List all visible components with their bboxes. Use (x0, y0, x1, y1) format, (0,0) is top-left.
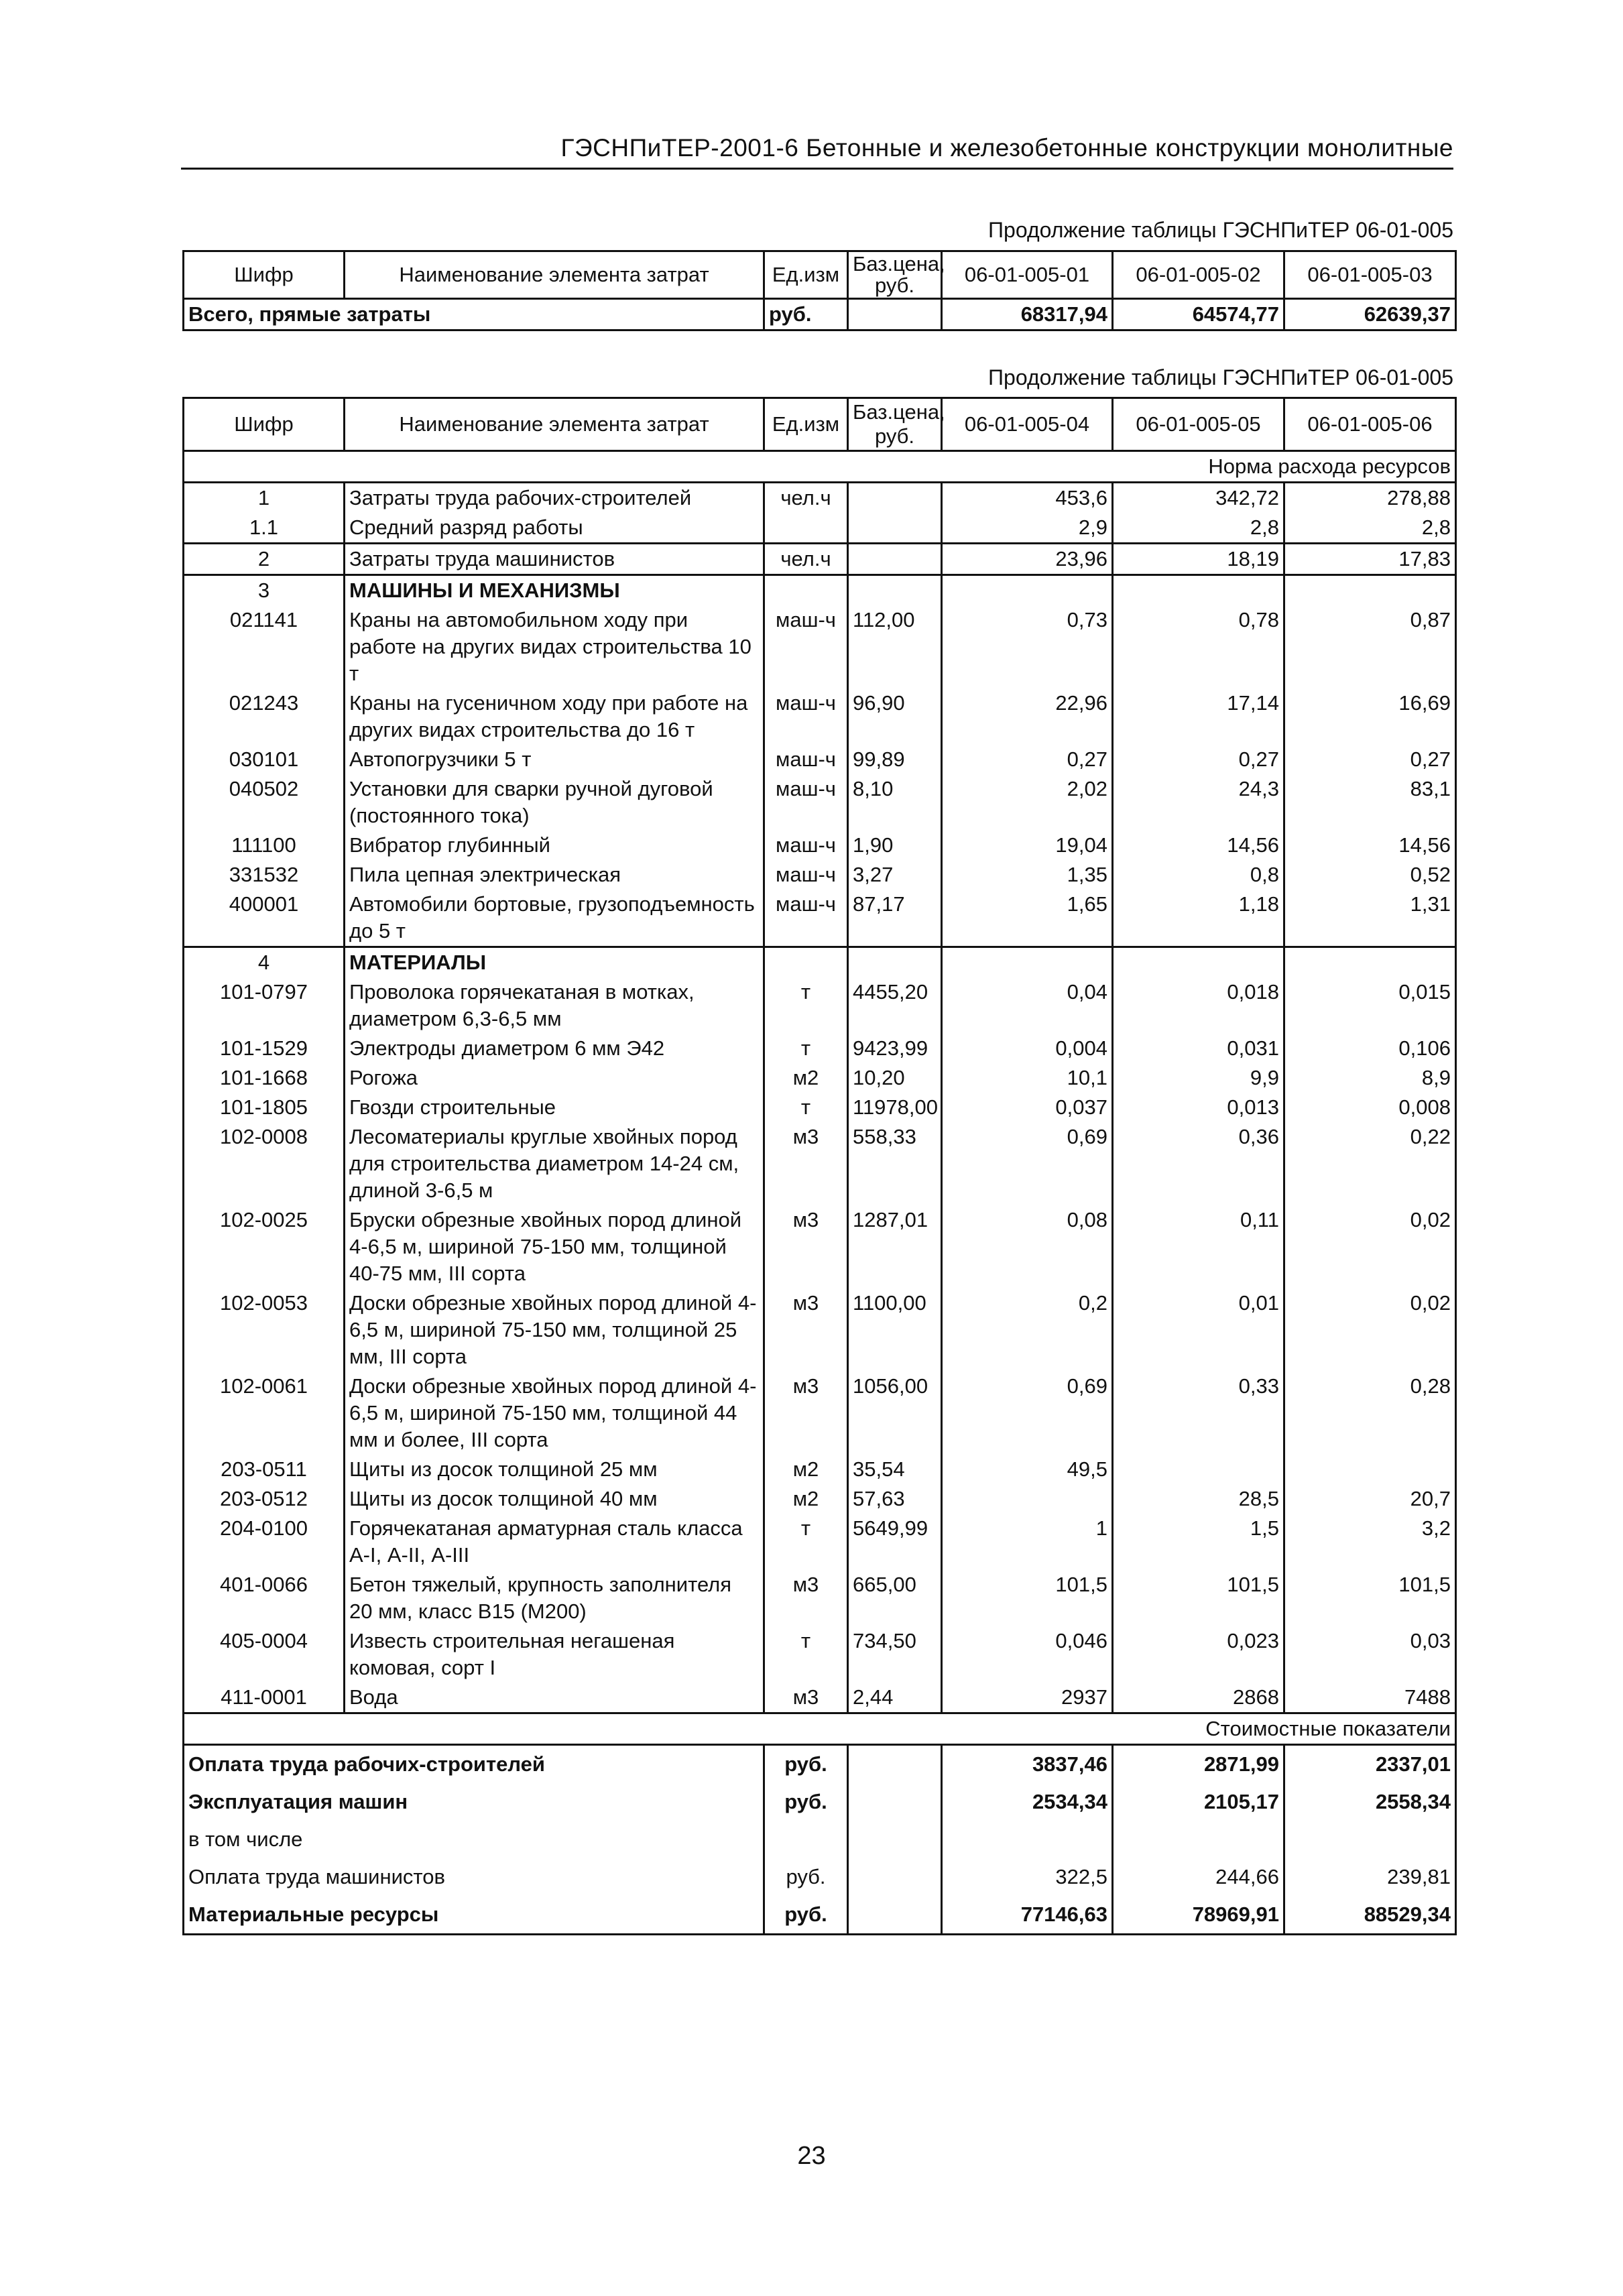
cost-item-unit (764, 1821, 848, 1858)
row-value: 17,14 (1113, 688, 1284, 745)
cost-item-price (848, 1783, 942, 1821)
row-value: 16,69 (1284, 688, 1456, 745)
table-row (184, 513, 1456, 544)
cost-item-value: 3837,46 (942, 1745, 1113, 1784)
row-value: 22,96 (942, 688, 1113, 745)
row-price: 96,90 (848, 688, 942, 745)
row-value: 0,27 (1284, 745, 1456, 774)
table-row (184, 1205, 1456, 1288)
row-value: 0,22 (1284, 1122, 1456, 1205)
row-name: Автопогрузчики 5 т (345, 745, 764, 774)
row-price: 9423,99 (848, 1034, 942, 1063)
row-value: 0,28 (1284, 1372, 1456, 1455)
row-value: 0,04 (942, 977, 1113, 1034)
table2 (182, 397, 1457, 1935)
cost-item-price (848, 1821, 942, 1858)
row-value: 101,5 (1284, 1570, 1456, 1626)
row-unit: м3 (764, 1205, 848, 1288)
row-value: 49,5 (942, 1455, 1113, 1484)
row-value: 0,08 (942, 1205, 1113, 1288)
col-header: 06-01-005-05 (1113, 398, 1284, 451)
total-value: 64574,77 (1113, 299, 1284, 330)
row-unit: т (764, 1093, 848, 1122)
row-price: 10,20 (848, 1063, 942, 1093)
row-name: Краны на автомобильном ходу при работе на других видах строительства 10 т (345, 605, 764, 688)
row-value: 101,5 (1113, 1570, 1284, 1626)
row-value: 0,27 (1113, 745, 1284, 774)
row-price: 57,63 (848, 1484, 942, 1514)
row-value: 18,19 (1113, 544, 1284, 575)
row-value: 101,5 (942, 1570, 1113, 1626)
total-unit: руб. (764, 299, 848, 330)
total-value: 68317,94 (942, 299, 1113, 330)
row-value: 0,69 (942, 1372, 1113, 1455)
row-price: 1100,00 (848, 1288, 942, 1372)
col-code-header: Шифр (184, 398, 345, 451)
row-value: 0,02 (1284, 1205, 1456, 1288)
table1-caption: Продолжение таблицы ГЭСНПиТЕР 06-01-005 (988, 218, 1453, 242)
row-value: 2,9 (942, 513, 1113, 544)
row-name: МАШИНЫ И МЕХАНИЗМЫ (345, 575, 764, 606)
cost-item-value: 239,81 (1284, 1858, 1456, 1896)
row-value: 2,8 (1113, 513, 1284, 544)
row-code: 405-0004 (184, 1626, 345, 1683)
row-code: 101-1805 (184, 1093, 345, 1122)
row-value: 3,2 (1284, 1514, 1456, 1570)
cost-item-value: 244,66 (1113, 1858, 1284, 1896)
norm-row (184, 451, 1456, 483)
col-header: 06-01-005-02 (1113, 251, 1284, 299)
row-value (1284, 1455, 1456, 1484)
row-value (1113, 947, 1284, 978)
row-code: 101-1668 (184, 1063, 345, 1093)
cost-item-value: 88529,34 (1284, 1896, 1456, 1935)
col-header: 06-01-005-01 (942, 251, 1113, 299)
row-name: Лесоматериалы круглые хвойных пород для строительства диаметром 14-24 см, длиной 3-6,5 м (345, 1122, 764, 1205)
cost-item-label: Материальные ресурсы (184, 1896, 764, 1935)
row-name: Вода (345, 1683, 764, 1713)
col-price-header: Баз.цена, руб. (848, 251, 942, 299)
cost-item-row (184, 1821, 1456, 1858)
cost-item-label: Оплата труда рабочих-строителей (184, 1745, 764, 1784)
row-value (1113, 575, 1284, 606)
row-value: 0,8 (1113, 860, 1284, 890)
row-value: 0,015 (1284, 977, 1456, 1034)
row-value: 14,56 (1113, 831, 1284, 860)
cost-item-value (1113, 1821, 1284, 1858)
row-value: 0,73 (942, 605, 1113, 688)
row-unit: чел.ч (764, 483, 848, 513)
row-name: Затраты труда машинистов (345, 544, 764, 575)
cost-item-row (184, 1783, 1456, 1821)
row-unit: т (764, 977, 848, 1034)
cost-item-value: 2558,34 (1284, 1783, 1456, 1821)
row-unit (764, 575, 848, 606)
row-name: Вибратор глубинный (345, 831, 764, 860)
row-price: 8,10 (848, 774, 942, 831)
row-value: 453,6 (942, 483, 1113, 513)
row-code: 331532 (184, 860, 345, 890)
row-value: 0,031 (1113, 1034, 1284, 1063)
table-row (184, 977, 1456, 1034)
row-name: МАТЕРИАЛЫ (345, 947, 764, 978)
col-name-header: Наименование элемента затрат (345, 251, 764, 299)
table-row (184, 1514, 1456, 1570)
row-value: 0,52 (1284, 860, 1456, 890)
row-value (1284, 947, 1456, 978)
row-value: 0,013 (1113, 1093, 1284, 1122)
col-header: 06-01-005-03 (1284, 251, 1456, 299)
table-row (184, 1484, 1456, 1514)
table-row (184, 831, 1456, 860)
row-price (848, 544, 942, 575)
row-value: 83,1 (1284, 774, 1456, 831)
row-price (848, 575, 942, 606)
cost-item-value: 77146,63 (942, 1896, 1113, 1935)
cost-item-price (848, 1745, 942, 1784)
row-price: 99,89 (848, 745, 942, 774)
row-value: 23,96 (942, 544, 1113, 575)
row-unit (764, 947, 848, 978)
row-price (848, 483, 942, 513)
table-row (184, 605, 1456, 688)
table2-header-row (184, 398, 1456, 451)
row-value: 0,023 (1113, 1626, 1284, 1683)
cost-item-row (184, 1858, 1456, 1896)
page-header: ГЭСНПиТЕР-2001-6 Бетонные и железобетонные конструкции монолитные (181, 134, 1453, 170)
row-value (1284, 575, 1456, 606)
row-value: 0,36 (1113, 1122, 1284, 1205)
row-value: 2868 (1113, 1683, 1284, 1713)
table-row (184, 544, 1456, 575)
table-row (184, 860, 1456, 890)
table-row (184, 575, 1456, 606)
row-name: Затраты труда рабочих-строителей (345, 483, 764, 513)
row-unit: м2 (764, 1063, 848, 1093)
row-value: 0,87 (1284, 605, 1456, 688)
row-unit: маш-ч (764, 831, 848, 860)
row-name: Средний разряд работы (345, 513, 764, 544)
row-value: 0,11 (1113, 1205, 1284, 1288)
cost-item-value: 78969,91 (1113, 1896, 1284, 1935)
table-row (184, 1093, 1456, 1122)
col-unit-header: Ед.изм (764, 251, 848, 299)
row-name: Автомобили бортовые, грузоподъемность до 5 т (345, 890, 764, 947)
row-price: 87,17 (848, 890, 942, 947)
row-price: 3,27 (848, 860, 942, 890)
row-name: Бруски обрезные хвойных пород длиной 4-6,5 м, шириной 75-150 мм, толщиной 40-75 мм, III сорта (345, 1205, 764, 1288)
row-unit: чел.ч (764, 544, 848, 575)
col-name-header: Наименование элемента затрат (345, 398, 764, 451)
row-value: 0,69 (942, 1122, 1113, 1205)
row-price (848, 513, 942, 544)
row-unit: маш-ч (764, 688, 848, 745)
row-unit: маш-ч (764, 890, 848, 947)
row-name: Гвозди строительные (345, 1093, 764, 1122)
row-code: 102-0053 (184, 1288, 345, 1372)
row-code: 400001 (184, 890, 345, 947)
row-code: 4 (184, 947, 345, 978)
table2-caption: Продолжение таблицы ГЭСНПиТЕР 06-01-005 (988, 365, 1453, 389)
row-name: Доски обрезные хвойных пород длиной 4-6,5 м, шириной 75-150 мм, толщиной 44 мм и более, III сорта (345, 1372, 764, 1455)
row-unit: м3 (764, 1570, 848, 1626)
row-code: 411-0001 (184, 1683, 345, 1713)
col-header: 06-01-005-04 (942, 398, 1113, 451)
row-code: 101-1529 (184, 1034, 345, 1063)
row-name: Щиты из досок толщиной 25 мм (345, 1455, 764, 1484)
row-value: 0,78 (1113, 605, 1284, 688)
row-price: 1056,00 (848, 1372, 942, 1455)
table-row (184, 1683, 1456, 1713)
row-price: 11978,00 (848, 1093, 942, 1122)
row-value: 2,02 (942, 774, 1113, 831)
row-value: 0,33 (1113, 1372, 1284, 1455)
row-value: 2,8 (1284, 513, 1456, 544)
table-row (184, 745, 1456, 774)
row-code: 102-0025 (184, 1205, 345, 1288)
row-price: 35,54 (848, 1455, 942, 1484)
row-value (1113, 1455, 1284, 1484)
cost-item-price (848, 1896, 942, 1935)
row-value: 1,35 (942, 860, 1113, 890)
row-code: 2 (184, 544, 345, 575)
cost-item-row (184, 1896, 1456, 1935)
row-value: 17,83 (1284, 544, 1456, 575)
cost-row (184, 1713, 1456, 1745)
row-name: Рогожа (345, 1063, 764, 1093)
row-code: 111100 (184, 831, 345, 860)
row-value: 1,31 (1284, 890, 1456, 947)
row-value: 7488 (1284, 1683, 1456, 1713)
total-price (848, 299, 942, 330)
row-price: 1,90 (848, 831, 942, 860)
row-value: 24,3 (1113, 774, 1284, 831)
row-unit: т (764, 1626, 848, 1683)
row-unit (764, 513, 848, 544)
row-price: 5649,99 (848, 1514, 942, 1570)
row-value: 0,046 (942, 1626, 1113, 1683)
cost-item-value: 2105,17 (1113, 1783, 1284, 1821)
row-code: 203-0511 (184, 1455, 345, 1484)
table-row (184, 688, 1456, 745)
row-code: 101-0797 (184, 977, 345, 1034)
row-value: 9,9 (1113, 1063, 1284, 1093)
row-value (942, 1484, 1113, 1514)
row-value: 0,018 (1113, 977, 1284, 1034)
row-name: Краны на гусеничном ходу при работе на других видах строительства до 16 т (345, 688, 764, 745)
row-name: Доски обрезные хвойных пород длиной 4-6,5 м, шириной 75-150 мм, толщиной 25 мм, III сорта (345, 1288, 764, 1372)
row-value: 0,01 (1113, 1288, 1284, 1372)
cost-item-unit: руб. (764, 1745, 848, 1784)
row-value: 1,5 (1113, 1514, 1284, 1570)
row-unit: м2 (764, 1455, 848, 1484)
row-value (942, 575, 1113, 606)
total-label: Всего, прямые затраты (184, 299, 764, 330)
table-row (184, 947, 1456, 978)
col-price-header: Баз.цена, руб. (848, 398, 942, 451)
cost-item-value: 2871,99 (1113, 1745, 1284, 1784)
table1 (182, 250, 1457, 331)
row-name: Щиты из досок толщиной 40 мм (345, 1484, 764, 1514)
row-code: 030101 (184, 745, 345, 774)
row-value: 0,106 (1284, 1034, 1456, 1063)
table-row (184, 1122, 1456, 1205)
row-value (942, 947, 1113, 978)
row-code: 3 (184, 575, 345, 606)
row-name: Установки для сварки ручной дуговой (постоянного тока) (345, 774, 764, 831)
row-value: 0,2 (942, 1288, 1113, 1372)
row-value: 0,27 (942, 745, 1113, 774)
row-code: 1.1 (184, 513, 345, 544)
cost-item-value: 2337,01 (1284, 1745, 1456, 1784)
row-code: 1 (184, 483, 345, 513)
table-row (184, 1034, 1456, 1063)
row-value: 0,004 (942, 1034, 1113, 1063)
row-value: 28,5 (1113, 1484, 1284, 1514)
cost-item-value (942, 1821, 1113, 1858)
page-number: 23 (797, 2142, 826, 2170)
row-unit: маш-ч (764, 605, 848, 688)
col-unit-header: Ед.изм (764, 398, 848, 451)
col-header: 06-01-005-06 (1284, 398, 1456, 451)
row-value: 1,18 (1113, 890, 1284, 947)
cost-item-price (848, 1858, 942, 1896)
row-name: Электроды диаметром 6 мм Э42 (345, 1034, 764, 1063)
cost-item-value: 2534,34 (942, 1783, 1113, 1821)
row-value: 14,56 (1284, 831, 1456, 860)
row-value: 0,02 (1284, 1288, 1456, 1372)
row-code: 203-0512 (184, 1484, 345, 1514)
row-name: Горячекатаная арматурная сталь класса А-I, А-II, А-III (345, 1514, 764, 1570)
row-unit: маш-ч (764, 745, 848, 774)
table-row (184, 1288, 1456, 1372)
row-unit: м3 (764, 1288, 848, 1372)
row-code: 040502 (184, 774, 345, 831)
total-value: 62639,37 (1284, 299, 1456, 330)
norm-label: Норма расхода ресурсов (184, 451, 1456, 483)
row-price: 2,44 (848, 1683, 942, 1713)
cost-item-unit: руб. (764, 1783, 848, 1821)
row-value: 0,008 (1284, 1093, 1456, 1122)
cost-item-label: в том числе (184, 1821, 764, 1858)
row-unit: м2 (764, 1484, 848, 1514)
row-value: 1 (942, 1514, 1113, 1570)
row-unit: т (764, 1514, 848, 1570)
row-price: 1287,01 (848, 1205, 942, 1288)
row-value: 342,72 (1113, 483, 1284, 513)
table-row (184, 1372, 1456, 1455)
table-row (184, 1063, 1456, 1093)
row-value: 0,037 (942, 1093, 1113, 1122)
row-unit: м3 (764, 1122, 848, 1205)
row-value: 10,1 (942, 1063, 1113, 1093)
table-row (184, 483, 1456, 513)
row-name: Проволока горячекатаная в мотках, диаметром 6,3-6,5 мм (345, 977, 764, 1034)
row-code: 401-0066 (184, 1570, 345, 1626)
cost-label: Стоимостные показатели (184, 1713, 1456, 1745)
cost-item-row (184, 1745, 1456, 1784)
table-row (184, 1626, 1456, 1683)
cost-item-unit: руб. (764, 1858, 848, 1896)
row-unit: маш-ч (764, 774, 848, 831)
table-row (184, 890, 1456, 947)
table-row (184, 774, 1456, 831)
cost-item-label: Эксплуатация машин (184, 1783, 764, 1821)
row-code: 021141 (184, 605, 345, 688)
row-value: 20,7 (1284, 1484, 1456, 1514)
col-code-header: Шифр (184, 251, 345, 299)
cost-item-value: 322,5 (942, 1858, 1113, 1896)
row-code: 102-0008 (184, 1122, 345, 1205)
cost-item-value (1284, 1821, 1456, 1858)
row-value: 1,65 (942, 890, 1113, 947)
row-price (848, 947, 942, 978)
row-unit: м3 (764, 1683, 848, 1713)
row-name: Пила цепная электрическая (345, 860, 764, 890)
row-value: 19,04 (942, 831, 1113, 860)
row-code: 204-0100 (184, 1514, 345, 1570)
cost-item-unit: руб. (764, 1896, 848, 1935)
row-name: Известь строительная негашеная комовая, сорт I (345, 1626, 764, 1683)
row-name: Бетон тяжелый, крупность заполнителя 20 мм, класс В15 (М200) (345, 1570, 764, 1626)
row-price: 558,33 (848, 1122, 942, 1205)
row-price: 4455,20 (848, 977, 942, 1034)
row-unit: м3 (764, 1372, 848, 1455)
row-price: 665,00 (848, 1570, 942, 1626)
row-unit: маш-ч (764, 860, 848, 890)
row-code: 102-0061 (184, 1372, 345, 1455)
row-value: 278,88 (1284, 483, 1456, 513)
row-value: 0,03 (1284, 1626, 1456, 1683)
row-unit: т (764, 1034, 848, 1063)
row-code: 021243 (184, 688, 345, 745)
row-price: 734,50 (848, 1626, 942, 1683)
row-value: 2937 (942, 1683, 1113, 1713)
table-row (184, 1570, 1456, 1626)
table-row (184, 1455, 1456, 1484)
row-price: 112,00 (848, 605, 942, 688)
cost-item-label: Оплата труда машинистов (184, 1858, 764, 1896)
row-value: 8,9 (1284, 1063, 1456, 1093)
